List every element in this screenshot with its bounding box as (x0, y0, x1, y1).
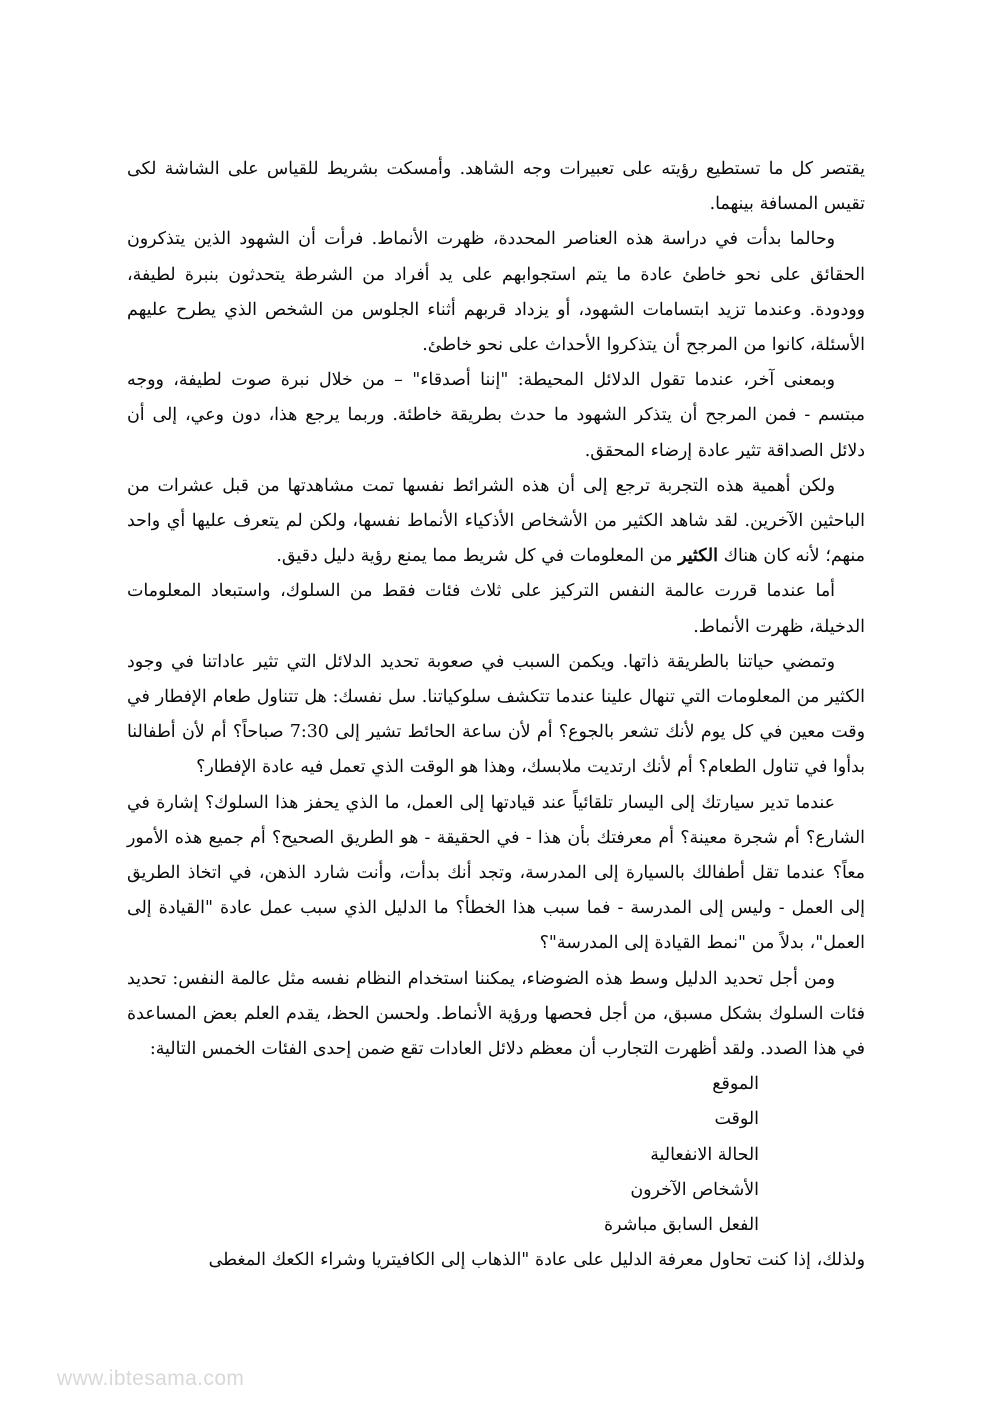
cue-category-preceding-action: الفعل السابق مباشرة (604, 1215, 759, 1236)
paragraph-3: وبمعنى آخر، عندما تقول الدلائل المحيطة: "إننا أصدقاء" – من خلال نبرة صوت لطيفة، ووجه مبتسم - فمن المرجح أن يتذكر الشهود ما حدث بطريقة خاطئة. وربما يرجع هذا، دون وعي، إلى أن دلائل الصداقة تثير عادة إرضاء المحقق. (127, 370, 865, 461)
paragraph-4 (127, 469, 865, 575)
cue-category-time: الوقت (714, 1109, 759, 1130)
paragraph-9: ولذلك، إذا كنت تحاول معرفة الدليل على عادة "الذهاب إلى الكافيتريا وشراء الكعك المغطى (208, 1250, 865, 1271)
cue-category-location: الموقع (712, 1074, 759, 1095)
paragraph-4-emphasized-word: الكثير (678, 546, 718, 567)
cue-category-other-people: الأشخاص الآخرون (630, 1179, 759, 1200)
list-item (127, 1173, 865, 1208)
paragraph-5: أما عندما قررت عالمة النفس التركيز على ثلاث فئات فقط من السلوك، واستبعاد المعلومات الدخيلة، ظهرت الأنماط. (127, 581, 865, 637)
paragraph-1: يقتصر كل ما تستطيع رؤيته على تعبيرات وجه الشاهد. وأمسكت بشريط للقياس على الشاشة لكى تقيس المسافة بينهما. (127, 159, 865, 215)
list-item (127, 1102, 865, 1137)
paragraph-4-text-before-bold: ولكن أهمية هذه التجربة ترجع إلى أن هذه الشرائط نفسها تمت مشاهدتها من قبل عشرات من الباحثين الآخرين. لقد شاهد الكثير من الأشخاص الأذكياء الأنماط نفسها، ولكن لم يتعرف عليها أي واحد منهم؛ لأنه كان هناك (127, 475, 865, 567)
paragraph-4-text-after-bold: من المعلومات في كل شريط مما يمنع رؤية دليل دقيق. (276, 546, 679, 567)
cue-category-emotional-state: الحالة الانفعالية (650, 1144, 759, 1165)
list-item (127, 1067, 865, 1102)
site-watermark: www.ibtesama.com (57, 1367, 245, 1390)
paragraph-8: ومن أجل تحديد الدليل وسط هذه الضوضاء، يمكننا استخدام النظام نفسه مثل عالمة النفس: تحديد فئات السلوك بشكل مسبق، من أجل فحصها ورؤية الأنماط. ولحسن الحظ، يقدم العلم بعض المساعدة في هذا الصدد. ولقد أظهرت التجارب أن معظم دلائل العادات تقع ضمن إحدى الفئات الخمس التالية: (127, 968, 865, 1060)
paragraph-2: وحالما بدأت في دراسة هذه العناصر المحددة، ظهرت الأنماط. فرأت أن الشهود الذين يتذكرون الحقائق على نحو خاطئ عادة ما يتم استجوابهم على يد أفراد من الشرطة يتحدثون بنبرة لطيفة، وودودة. وعندما تزيد ابتسامات الشهود، أو يزداد قربهم أثناء الجلوس من الشخص الذي يطرح عليهم الأسئلة، كانوا من المرجح أن يتذكروا الأحداث على نحو خاطئ. (127, 229, 865, 356)
list-item (127, 1138, 865, 1173)
list-item (127, 1208, 865, 1243)
cue-categories-list (127, 1067, 865, 1243)
paragraph-7: عندما تدير سيارتك إلى اليسار تلقائياً عند قيادتها إلى العمل، ما الذي يحفز هذا السلوك؟ إشارة في الشارع؟ أم شجرة معينة؟ أم معرفتك بأن هذا - في الحقيقة - هو الطريق الصحيح؟ أم جميع هذه الأمور معاً؟ عندما تقل أطفالك بالسيارة إلى المدرسة، وتجد أنك بدأت، وأنت شارد الذهن، في اتخاذ الطريق إلى العمل - وليس إلى المدرسة - فما سبب هذا الخطأ؟ ما الدليل الذي سبب عمل عادة "القيادة إلى العمل"، بدلاً من "نمط القيادة إلى المدرسة"؟ (127, 792, 865, 954)
body-text-column (127, 152, 865, 1279)
paragraph-6: وتمضي حياتنا بالطريقة ذاتها. ويكمن السبب في صعوبة تحديد الدلائل التي تثير عاداتنا في وجود الكثير من المعلومات التي تنهال علينا عندما تتكشف سلوكياتنا. سل نفسك: هل تتناول طعام الإفطار في وقت معين في كل يوم لأنك تشعر بالجوع؟ أم لأن ساعة الحائط تشير إلى 7:30 صباحاً؟ أم لأن أطفالنا بدأوا في تناول الطعام؟ أم لأنك ارتديت ملابسك، وهذا هو الوقت الذي تعمل فيه عادة الإفطار؟ (127, 651, 865, 778)
